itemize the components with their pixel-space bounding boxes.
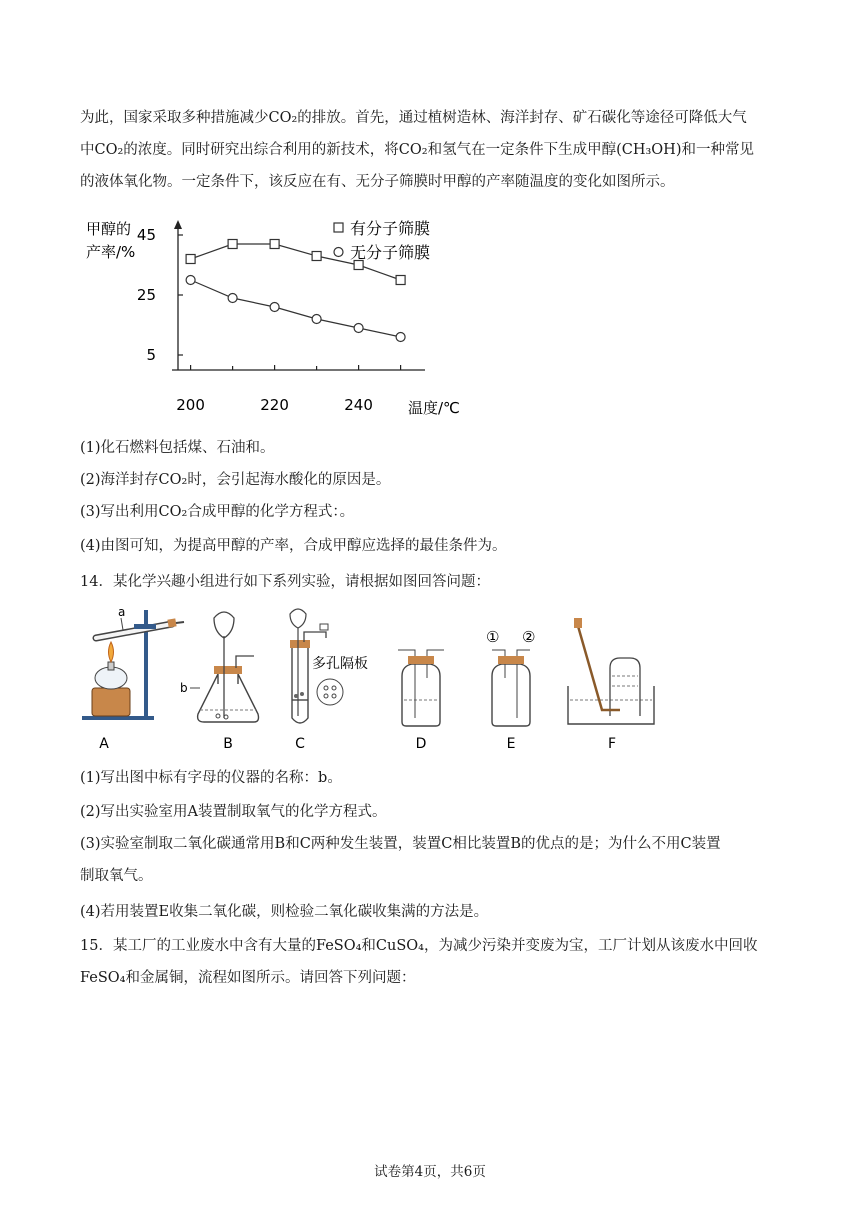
data-point-circle (270, 303, 279, 312)
apparatus-c (290, 609, 368, 723)
data-point-square (228, 240, 237, 249)
data-point-square (396, 276, 405, 285)
apparatus-name-e: E (506, 736, 516, 752)
data-point-circle (186, 276, 195, 285)
apparatus-f (568, 618, 654, 724)
page-footer: 试卷第4页，共6页 (374, 1164, 486, 1180)
q13-part-1: (1)化石燃料包括煤、石油和。 (80, 440, 275, 456)
data-point-square (186, 255, 195, 264)
data-point-circle (396, 333, 405, 342)
q14-part-4: (4)若用装置E收集二氧化碳，则检验二氧化碳收集满的方法是。 (80, 904, 489, 920)
x-tick-label: 220 (260, 396, 289, 414)
q14-part-3a: (3)实验室制取二氧化碳通常用B和C两种发生装置，装置C相比装置B的优点的是；为什么不用C装置 (80, 836, 721, 852)
apparatus-name-a: A (99, 736, 109, 752)
x-tick-label: 200 (176, 396, 205, 414)
q13-part-3: (3)写出利用CO₂合成甲醇的化学方程式：。 (80, 504, 355, 520)
series-line-2 (191, 280, 401, 337)
q14-title: 14．某化学兴趣小组进行如下系列实验，请根据如图回答问题： (80, 574, 490, 590)
port-2-label: ② (522, 628, 536, 646)
legend-marker-square (334, 223, 343, 232)
intro-line-3: 的液体氧化物。一定条件下，该反应在有、无分子筛膜时甲醇的产率随温度的变化如图所示。 (80, 174, 675, 190)
data-point-circle (228, 294, 237, 303)
apparatus-e (486, 628, 535, 726)
data-point-circle (354, 324, 363, 333)
y-axis-arrow (174, 220, 182, 229)
intro-line-2: 中CO₂的浓度。同时研究出综合利用的新技术，将CO₂和氢气在一定条件下生成甲醇(CH₃OH)和一种常见 (80, 142, 754, 158)
label-b: b (180, 681, 188, 695)
apparatus-a (82, 606, 184, 720)
y-tick-label: 45 (136, 226, 156, 244)
q14-part-2: (2)写出实验室用A装置制取氧气的化学方程式。 (80, 804, 387, 820)
q13-part-4: (4)由图可知，为提高甲醇的产率，合成甲醇应选择的最佳条件为。 (80, 538, 507, 554)
legend-marker-circle (334, 248, 343, 257)
lab-apparatus-figure (78, 606, 718, 756)
label-a: a (118, 606, 126, 619)
apparatus-b (180, 612, 259, 722)
intro-line-1: 为此，国家采取多种措施减少CO₂的排放。首先，通过植树造林、海洋封存、矿石碳化等途径可降低大气 (80, 110, 747, 126)
port-1-label: ① (486, 628, 500, 646)
porous-plate-label: 多孔隔板 (312, 656, 368, 672)
y-tick-label: 25 (136, 286, 156, 304)
q14-part-1: (1)写出图中标有字母的仪器的名称：b。 (80, 770, 342, 786)
apparatus-name-f: F (607, 736, 617, 752)
apparatus-d (398, 650, 444, 726)
apparatus-name-b: B (223, 736, 233, 752)
data-point-square (270, 240, 279, 249)
data-point-circle (312, 315, 321, 324)
x-tick-label: 240 (344, 396, 373, 414)
legend-label: 有分子筛膜 (350, 219, 431, 238)
q15-line-1: 15．某工厂的工业废水中含有大量的FeSO₄和CuSO₄，为减少污染并变废为宝，工厂计划从该废水中回收 (80, 938, 758, 954)
apparatus-name-d: D (415, 736, 427, 752)
y-tick-label: 5 (146, 346, 156, 364)
q13-part-2: (2)海洋封存CO₂时，会引起海水酸化的原因是。 (80, 472, 391, 488)
x-label: 温度/℃ (408, 399, 460, 417)
y-label-line-1: 甲醇的 (86, 220, 132, 238)
y-label-line-2: 产率/% (86, 243, 136, 261)
methanol-yield-chart (80, 212, 460, 422)
data-point-square (312, 252, 321, 261)
q15-line-2: FeSO₄和金属铜，流程如图所示。请回答下列问题： (80, 970, 416, 986)
apparatus-name-c: C (295, 736, 305, 752)
apparatus-labels (99, 736, 616, 752)
q14-part-3b: 制取氧气。 (80, 868, 153, 884)
legend-label: 无分子筛膜 (350, 243, 431, 262)
